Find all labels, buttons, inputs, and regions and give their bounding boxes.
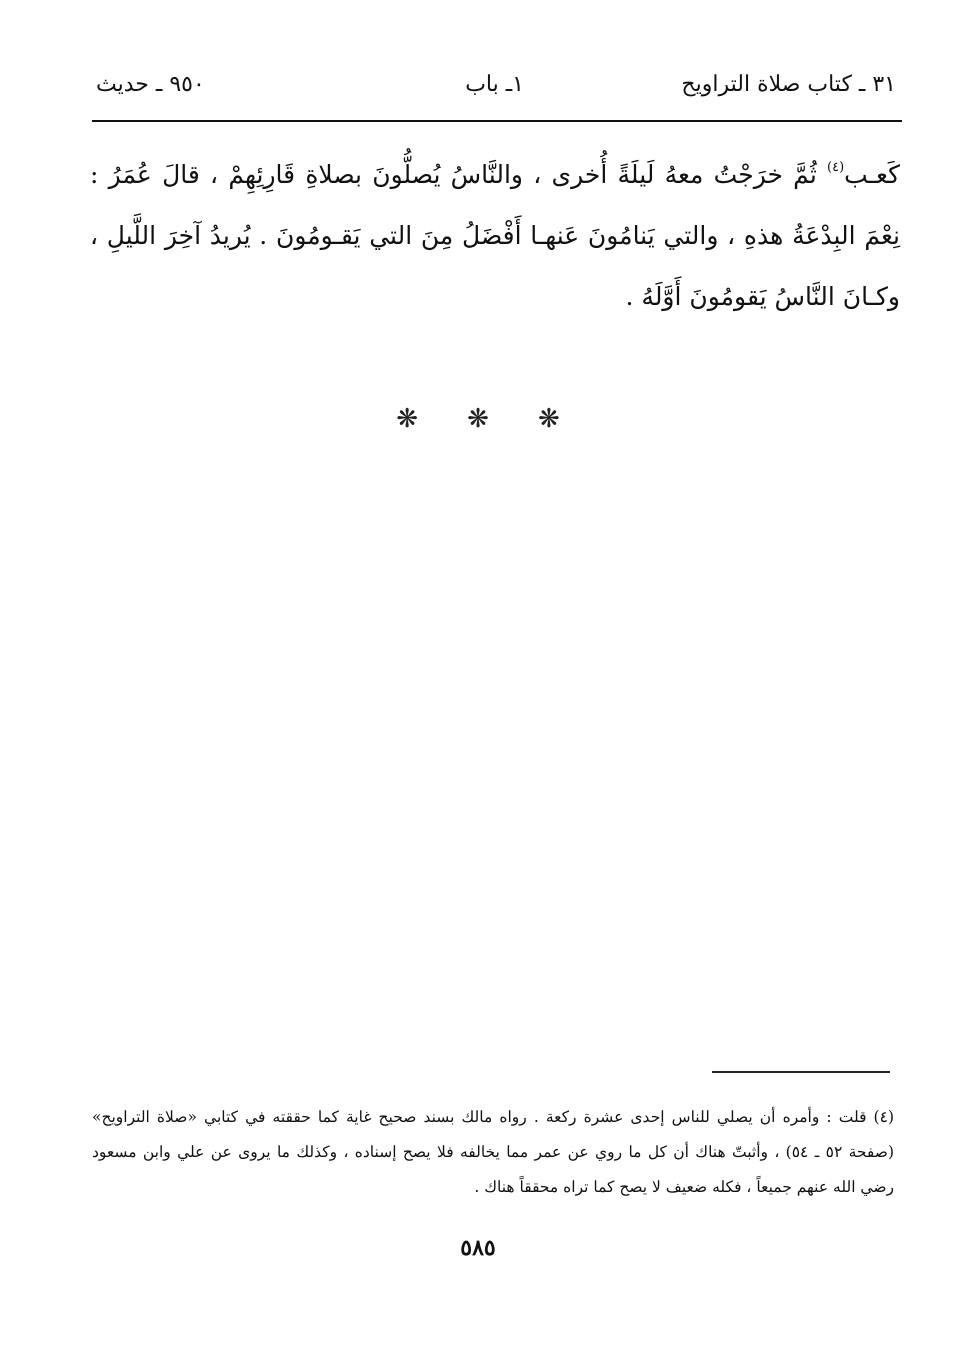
book-title: ٣١ ـ كتاب صلاة التراويح <box>681 72 896 97</box>
header-divider <box>92 120 902 122</box>
page-number: ٥٨٥ <box>460 1235 496 1261</box>
footnote-divider <box>712 1071 890 1073</box>
footnote: (٤) قلت : وأمره أن يصلي للناس إحدى عشرة ركعة . رواه مالك بسند صحيح غاية كما حققته في كتابي «صلاة التراويح» (صفحة ٥٢ ـ ٥٤) ، وأثبتّ هناك أن كل ما روي عن عمر مما يخالفه فلا يصح إسناده ، وكذلك ما يروى عن علي وابن مسعود رضي الله عنهم جميعاً ، فكله ضعيف لا يصح كما تراه محققاً هناك . <box>92 1108 894 1196</box>
running-header <box>92 66 900 110</box>
hadith-text-start: كَعـب <box>844 160 900 189</box>
asterism-glyph: ❋ <box>537 404 560 434</box>
hadith-number: ٩٥٠ ـ حديث <box>96 72 205 97</box>
asterism-glyph: ❋ <box>467 404 489 434</box>
hadith-text <box>90 144 900 327</box>
chapter-title: ١ـ باب <box>465 72 524 97</box>
asterism-glyph: ❋ <box>396 404 418 434</box>
hadith-text-rest: ثُمَّ خرَجْتُ معهُ لَيلَةً أُخرى ، والنَّاسُ يُصلُّونَ بصلاةِ قَارِئِهِمْ ، قالَ عُمَرُ : نِعْمَ البِدْعَةُ هذهِ ، والتي يَنامُونَ عَنهـا أَفْضَلُ مِنَ التي يَقـومُونَ . يُريدُ آخِرَ اللَّيلِ ، وكـانَ النَّاسُ يَقومُونَ أَوَّلَهُ . <box>90 160 900 311</box>
section-separator <box>0 404 956 444</box>
footnote-marker: (٤) <box>827 160 845 175</box>
